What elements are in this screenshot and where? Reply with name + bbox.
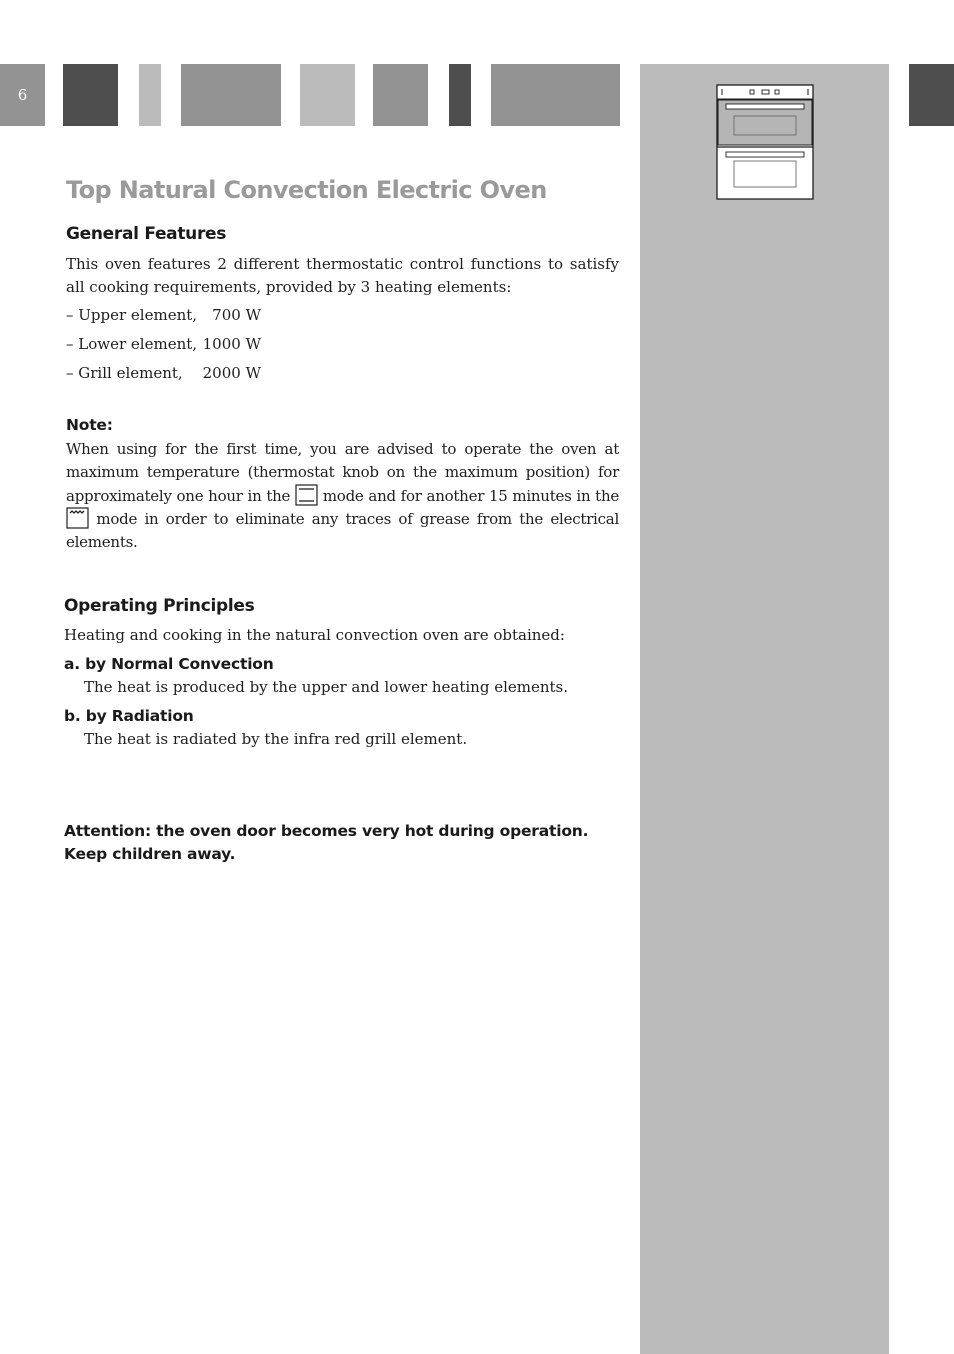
attention-line: Attention: the oven door becomes very hot during operation. <box>64 822 589 840</box>
page-number: 6 <box>0 64 45 126</box>
general-features-heading: General Features <box>66 224 227 244</box>
note-heading: Note: <box>66 416 113 434</box>
header-block <box>300 64 355 126</box>
header-block <box>449 64 471 126</box>
note-text-part: mode and for another 15 minutes in the <box>322 486 620 505</box>
conventional-mode-icon <box>295 484 318 506</box>
header-block <box>139 64 161 126</box>
note-text-part: When using for the first time, you are advised to operate the oven at maximum temperature (thermostat knob on the maximum position) for approximately one hour in the <box>66 440 619 505</box>
attention-line: Keep children away. <box>64 845 236 863</box>
element-name: – Upper element, <box>66 306 198 324</box>
header-block <box>491 64 620 126</box>
principle-label: b. by Radiation <box>64 707 194 725</box>
page-title: Top Natural Convection Electric Oven <box>66 176 547 204</box>
attention-warning <box>64 820 588 866</box>
element-name: – Grill element, <box>66 364 183 382</box>
element-power: 700 W <box>212 306 261 324</box>
operating-principles-intro: Heating and cooking in the natural convection oven are obtained: <box>64 626 565 644</box>
element-power: 2000 W <box>202 364 261 382</box>
header-block <box>63 64 118 126</box>
element-power: 1000 W <box>202 335 261 353</box>
operating-principles-heading: Operating Principles <box>64 596 255 616</box>
element-name: – Lower element, <box>66 335 198 353</box>
header-block <box>181 64 281 126</box>
header-block <box>909 64 954 126</box>
double-oven-icon <box>716 84 814 200</box>
sidebar-panel <box>640 64 889 1354</box>
principle-description: The heat is radiated by the infra red grill element. <box>84 730 468 748</box>
general-features-intro: This oven features 2 different thermostatic control functions to satisfy all cooking requirements, provided by 3 heating elements: <box>66 255 619 296</box>
principle-description: The heat is produced by the upper and lower heating elements. <box>84 678 569 696</box>
note-text-part: mode in order to eliminate any traces of grease from the electrical elements. <box>66 510 619 552</box>
header-block <box>373 64 428 126</box>
principle-label: a. by Normal Convection <box>64 655 274 673</box>
note-text <box>66 438 619 554</box>
grill-mode-icon <box>66 507 89 529</box>
